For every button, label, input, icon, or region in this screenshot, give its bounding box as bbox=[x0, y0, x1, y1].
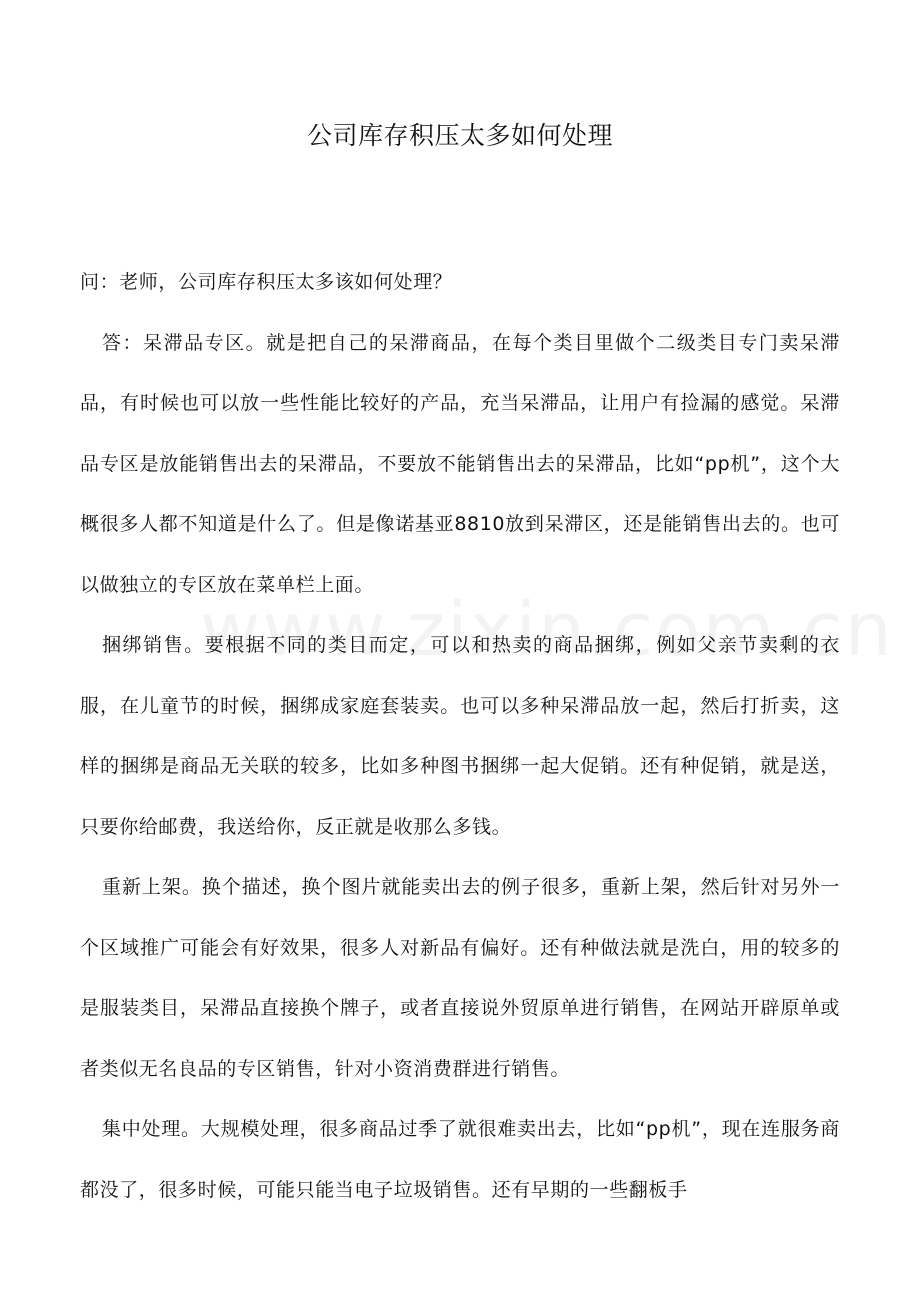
answer-paragraph: 答：呆滞品专区。就是把自己的呆滞商品，在每个类目里做个二级类目专门卖呆滞品，有时候也可以放一些性能比较好的产品，充当呆滞品，让用户有捡漏的感觉。呆滞品专区是放能销售出去的呆滞品，不要放不能销售出去的呆滞品，比如“pp机”，这个大概很多人都不知道是什么了。但是像诺基亚8810放到呆滞区，还是能销售出去的。也可以做独立的专区放在菜单栏上面。 bbox=[80, 331, 840, 596]
document-body bbox=[80, 252, 840, 1220]
question-paragraph: 问：老师，公司库存积压太多该如何处理？ bbox=[80, 271, 453, 293]
clearance-paragraph: 集中处理。大规模处理，很多商品过季了就很难卖出去，比如“pp机”，现在连服务商都没了，很多时候，可能只能当电子垃圾销售。还有早期的一些翻板手 bbox=[80, 1118, 840, 1201]
document-title: 公司库存积压太多如何处理 bbox=[306, 121, 613, 150]
relist-paragraph: 重新上架。换个描述，换个图片就能卖出去的例子很多，重新上架，然后针对另外一个区域推广可能会有好效果，很多人对新品有偏好。还有种做法就是洗白，用的较多的是服装类目，呆滞品直接换个牌子，或者直接说外贸原单进行销售，在网站开辟原单或者类似无名良品的专区销售，针对小资消费群进行销售。 bbox=[80, 876, 840, 1080]
bundle-sales-paragraph: 捆绑销售。要根据不同的类目而定，可以和热卖的商品捆绑，例如父亲节卖剩的衣服，在儿童节的时候，捆绑成家庭套装卖。也可以多种呆滞品放一起，然后打折卖，这样的捆绑是商品无关联的较多，比如多种图书捆绑一起大促销。还有种促销，就是送，只要你给邮费，我送给你，反正就是收那么多钱。 bbox=[80, 634, 840, 838]
